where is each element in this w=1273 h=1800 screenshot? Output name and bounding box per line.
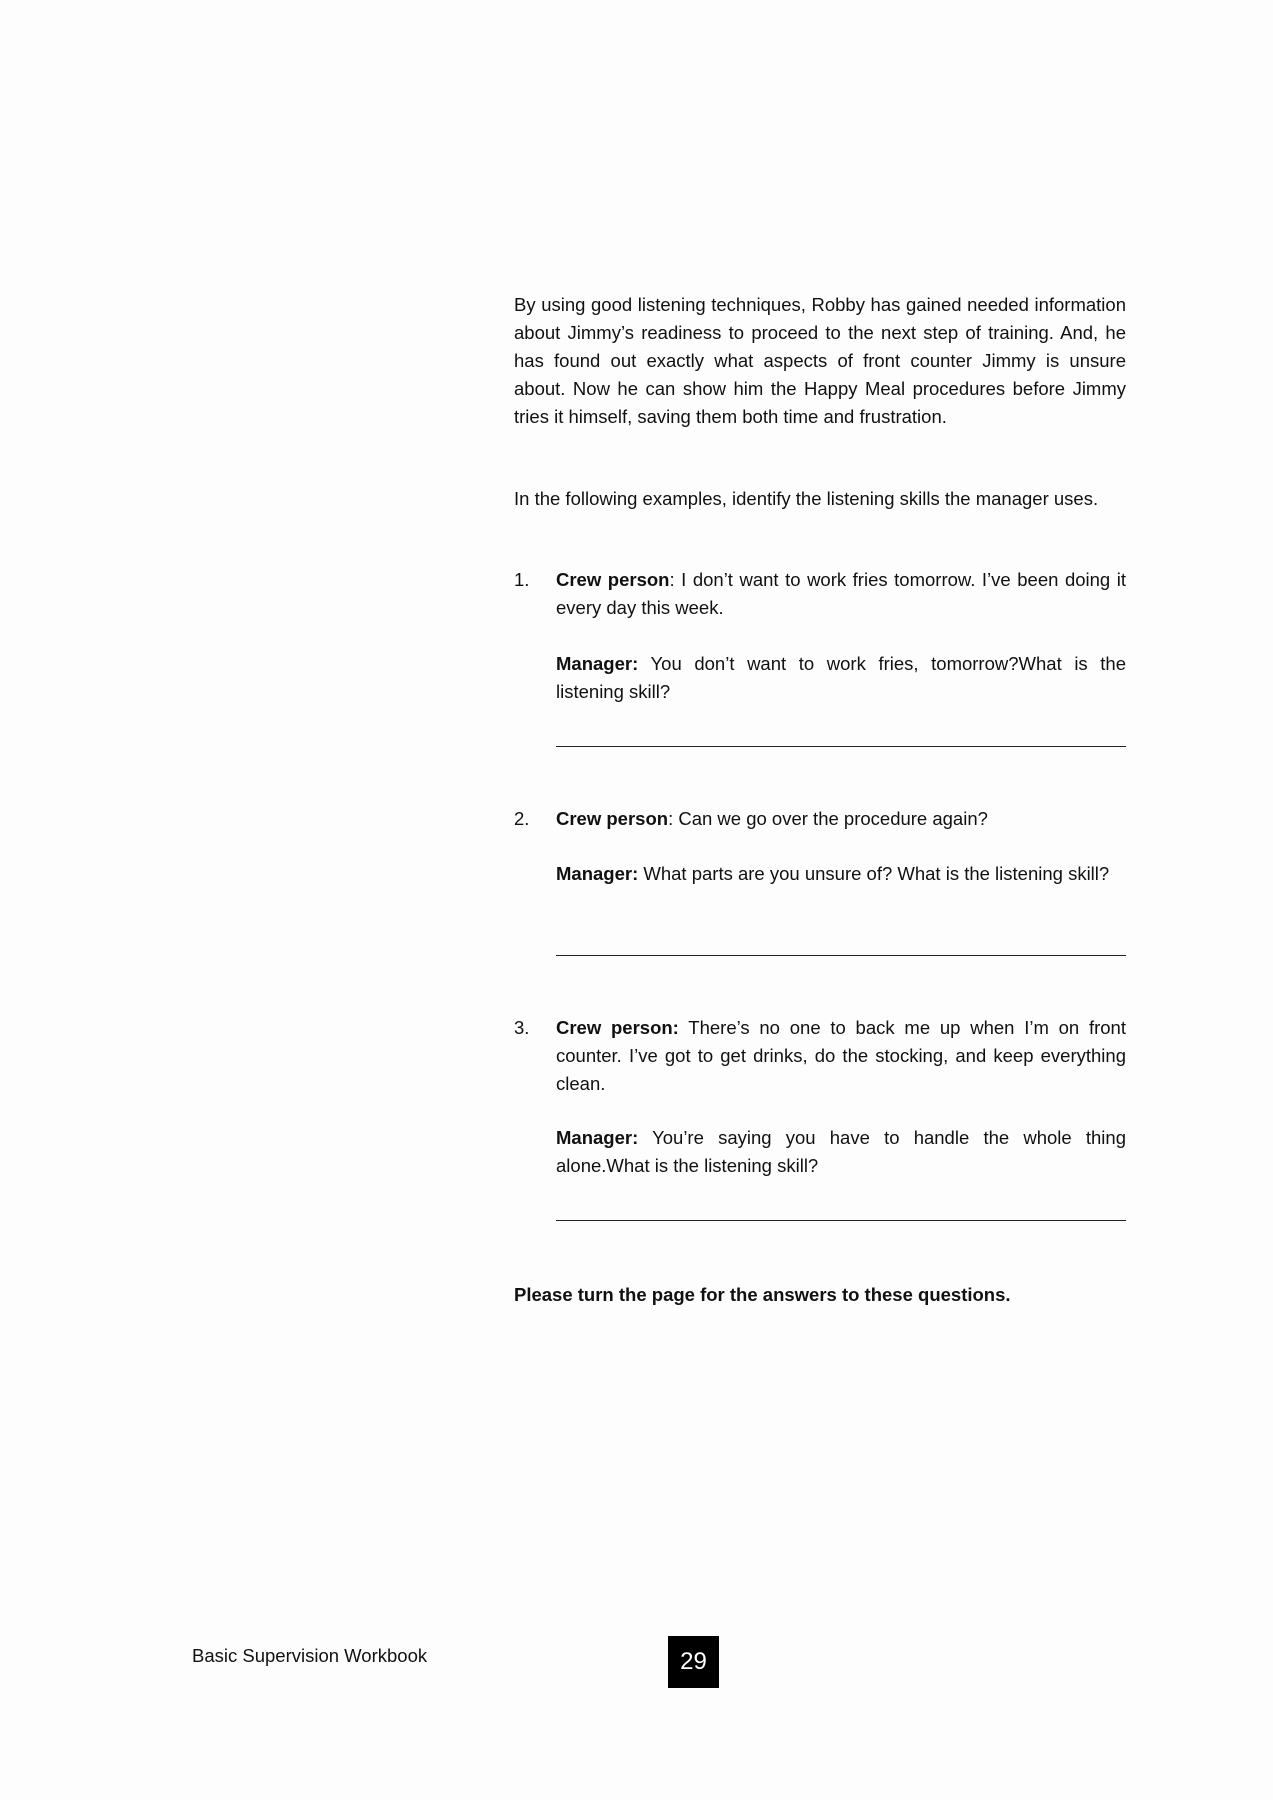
crew-sep: : bbox=[668, 808, 674, 829]
answer-line[interactable] bbox=[556, 746, 1126, 747]
page-number: 29 bbox=[668, 1636, 719, 1688]
manager-statement bbox=[556, 860, 1126, 888]
manager-text: What parts are you unsure of? What is the listening skill? bbox=[638, 863, 1110, 884]
crew-statement bbox=[556, 1014, 1126, 1098]
answer-line[interactable] bbox=[556, 1220, 1126, 1221]
manager-statement bbox=[556, 1124, 1126, 1180]
manager-statement bbox=[556, 650, 1126, 706]
crew-label: Crew person bbox=[556, 808, 669, 829]
manager-text: You don’t want to work fries, tomorrow?What is the listening skill? bbox=[556, 653, 1126, 702]
crew-statement bbox=[556, 566, 1126, 622]
instruction-paragraph: In the following examples, identify the listening skills the manager uses. bbox=[514, 488, 1099, 509]
item-number: 2. bbox=[514, 808, 530, 829]
crew-sep: : bbox=[669, 569, 675, 590]
crew-text: Can we go over the procedure again? bbox=[673, 808, 988, 829]
manager-text: You’re saying you have to handle the whole thing alone.What is the listening skill? bbox=[556, 1127, 1126, 1176]
answer-line[interactable] bbox=[556, 955, 1126, 956]
item-number: 1. bbox=[514, 569, 530, 590]
crew-text: There’s no one to back me up when I’m on front counter. I’ve got to get drinks, do the stocking, and keep everything clean. bbox=[556, 1017, 1126, 1094]
manager-label: Manager: bbox=[556, 863, 639, 884]
manager-label: Manager: bbox=[556, 1127, 639, 1148]
crew-text: I don’t want to work fries tomorrow. I’ve been doing it every day this week. bbox=[556, 569, 1126, 618]
item-number: 3. bbox=[514, 1017, 530, 1038]
crew-label: Crew person: bbox=[556, 1017, 679, 1038]
closing-note: Please turn the page for the answers to these questions. bbox=[514, 1284, 1011, 1305]
crew-label: Crew person bbox=[556, 569, 670, 590]
footer-title: Basic Supervision Workbook bbox=[192, 1645, 428, 1666]
manager-label: Manager: bbox=[556, 653, 639, 674]
crew-statement bbox=[556, 805, 1126, 833]
intro-paragraph: By using good listening techniques, Robby has gained needed information about Jimmy’s readiness to proceed to the next step of training. And, he has found out exactly what aspects of front counter Jimmy is unsure about. Now he can show him the Happy Meal procedures before Jimmy tries it himself, saving them both time and frustration. bbox=[514, 294, 1126, 427]
